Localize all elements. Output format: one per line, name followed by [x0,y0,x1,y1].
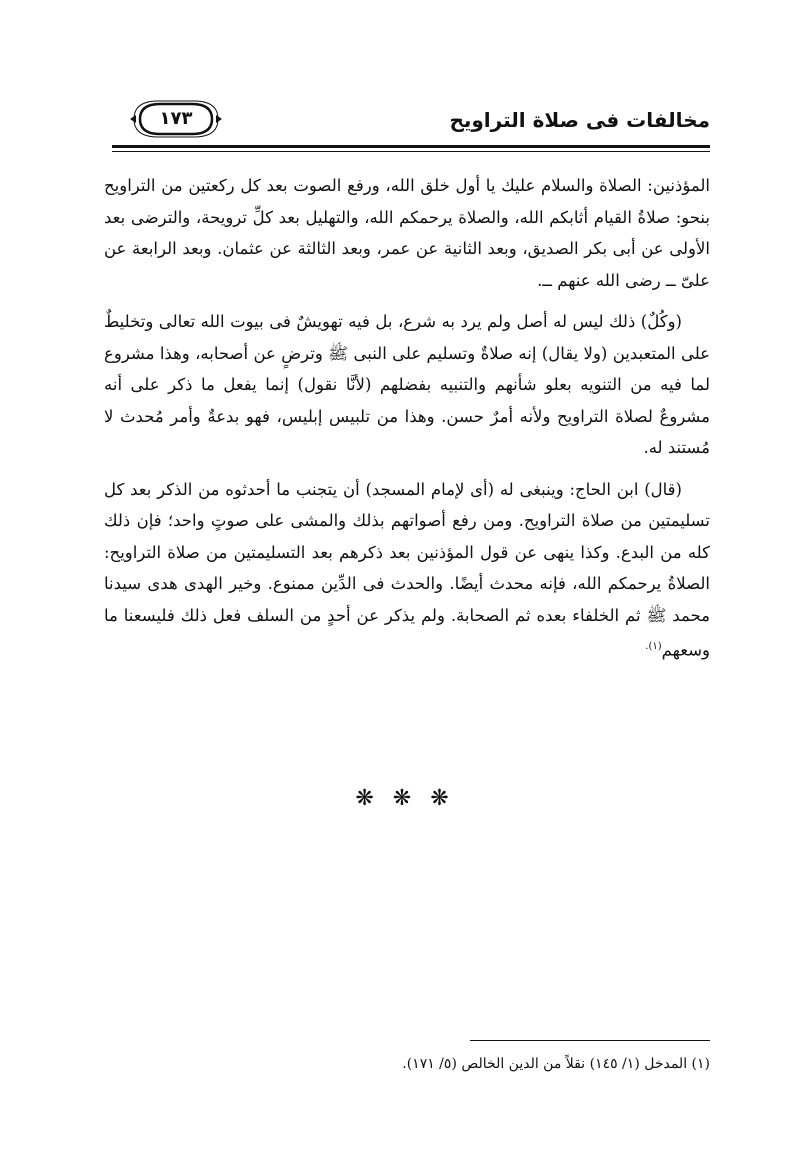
header-rule-thin [112,151,710,152]
paragraph-2: (وكُلٌ) ذلك ليس له أصل ولم يرد به شرع، بل فيه تهويشٌ فى بيوت الله تعالى وتخليطٌ على المتعبدين (ولا يقال) إنه صلاةٌ وتسليم على النبى ﷺ وترضٍ عن أصحابه، وهذا مشروع لما فيه من التنويه بعلو شأنهم والتنبيه بفضلهم (لأنَّا نقول) إنما يفعل ما ذكر على أنه مشروعٌ لصلاة التراويح ولأنه أمرٌ حسن. وهذا من تلبيس إبليس، فهو بدعةٌ وأمر مُحدث لا مُستند له. [104,312,710,457]
footnote-rule [470,1040,710,1041]
paragraph-3-text: (قال) ابن الحاج: وينبغى له (أى لإمام المسجد) أن يتجنب ما أحدثوه من الذكر بعد كل تسليمتين من صلاة التراويح. ومن رفع أصواتهم بذلك والمشى على صوتٍ واحد؛ فإن ذلك كله من البدع. وكذا ينهى عن قول المؤذنين بعد ذكرهم بعد التسليمتين من صلاة التراويح: الصلاةُ يرحمكم الله، فإنه محدث أيضًا. والحدث فى الدِّين ممنوع. وخير الهدى هدى سيدنا محمد ﷺ ثم الخلفاء بعده ثم الصحابة. ولم يذكر عن أحدٍ من السلف فعل ذلك فليسعنا ما وسعهم [104,479,710,660]
header-rule [112,145,710,148]
paragraph-3 [104,474,710,667]
main-text [104,170,710,676]
section-separator: ❋ ❋ ❋ [355,786,455,811]
paragraph-1: المؤذنين: الصلاة والسلام عليك يا أول خلق الله، ورفع الصوت بعد كل ركعتين من التراويح بنحو: صلاةُ القيام أثابكم الله، والصلاة يرحمكم الله، والتهليل بعد كلِّ ترويحة، والترضى بعد الأولى عن أبى بكر الصديق، وبعد الثانية عن عمر، وبعد الثالثة عن عثمان. وبعد الرابعة عن علىّ ــ رضى الله عنهم ــ. [104,176,710,290]
footnote: (١) المدخل (١/ ١٤٥) نقلاً من الدين الخالص (٥/ ١٧١). [402,1056,710,1072]
page-number: ١٧٣ [159,108,193,129]
page-header [112,96,710,146]
running-title: مخالفات فى صلاة التراويح [449,108,710,132]
footnote-reference: (١). [645,641,662,652]
